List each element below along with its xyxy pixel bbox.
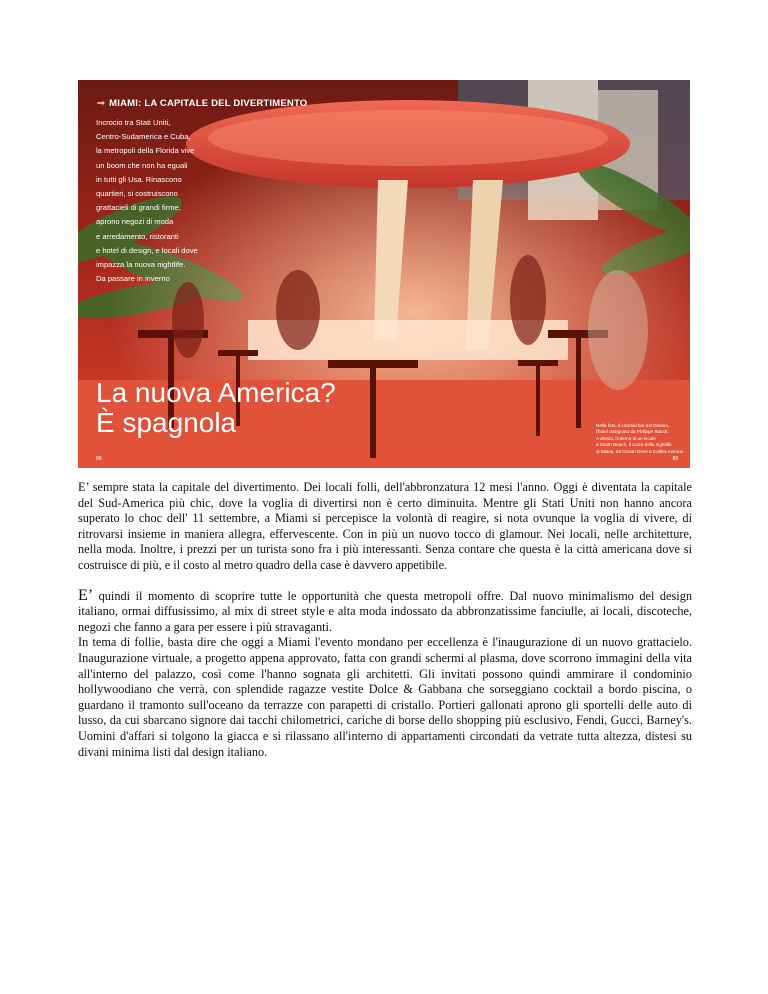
arrow-icon: ➞ bbox=[97, 98, 106, 109]
photo-kicker: ➞ MIAMI: LA CAPITALE DEL DIVERTIMENTO bbox=[97, 98, 308, 109]
photo-lead-text: Incrocio tra Stati Uniti, Centro-Sudamerica e Cuba, la metropoli della Florida vive un boom che non ha eguali in tutti gli Usa. Rinascono quartieri, si costruiscono grattacieli di grandi firme, aprono negozi di moda e arredamento, ristoranti e hotel di design, e locali dove impazza la nuova nightlife. Da passare in inverno bbox=[96, 118, 198, 284]
magazine-photo-spread bbox=[78, 80, 690, 468]
paragraph-initial: E’ bbox=[78, 586, 94, 604]
photo-caption: Nella foto, il cocktail bar del Delano, l'hotel disegnato da Philippe Starck. A destra, l'interno di un locale a South Beach, il cuore della nightlife di Miami, tra Ocean Drive e Collins Avenue bbox=[596, 423, 684, 454]
article-paragraph-2: E’ quindi il momento di scoprire tutte le opportunità che questa metropoli offre. Dal nuovo minimalismo del design italiano, ormai diffusissimo, al mix di street style e alta moda indossato da abbronzatissime fanciulle, ai locali, discoteche, negozi che fanno a gara per essere i più stravaganti. bbox=[78, 586, 692, 634]
page-number-right: 89 bbox=[672, 456, 678, 462]
article-paragraph-3: In tema di follie, basta dire che oggi a Miami l'evento mondano per eccellenza è l'inaugurazione di un nuovo grattacielo. Inaugurazione virtuale, a progetto appena approvato, fatta con grandi schermi al plasma, dove scorrono immagini della vita all'interno del palazzo, così come l'hanno sognata gli architetti. Gli invitati possono quindi ammirare il condominio hollywoodiano che verrà, con splendide ragazze vestite Dolce & Gabbana che sorseggiano cocktail a bordo piscina, o guardano il tramonto sull'oceano da terrazze con parapetti di cristallo. Portieri gallonati aprono gli sportelli delle auto di lusso, da cui sbarcano signore dai tacchi chilometrici, cariche di borse dello shopping più esclusivo, Fendi, Gucci, Barney's. Uomini d'affari si tolgono la giacca e si rilassano all'interno di appartamenti circondati da vetrate tutta altezza, distesi su divani minima listi dal design italiano. bbox=[78, 635, 692, 759]
photo-title: La nuova America? È spagnola bbox=[96, 377, 336, 438]
article-body bbox=[78, 480, 692, 760]
page-number-left: 88 bbox=[96, 456, 102, 462]
article-paragraph-1: E’ sempre stata la capitale del divertimento. Dei locali folli, dell'abbronzatura 12 mesi l'anno. Oggi è diventata la capitale del Sud-America più chic, dove la voglia di divertirsi non è certo diminuita. Mentre gli Stati Uniti non hanno ancora superato lo choc dell' 11 settembre, a Miami si percepisce la volontà di reagire, si nota ovunque la voglia di vivere, di ritrovarsi insieme in maniera allegra, effervescente. Con in più un nuovo tocco di glamour. Nei locali, nelle architetture, nella moda. Inoltre, i prezzi per un turista sono fra i più interessanti. Senza contare che questa è la città americana dove si costruisce di più, e il costo al metro quadro della case è davvero appetibile. bbox=[78, 480, 692, 572]
